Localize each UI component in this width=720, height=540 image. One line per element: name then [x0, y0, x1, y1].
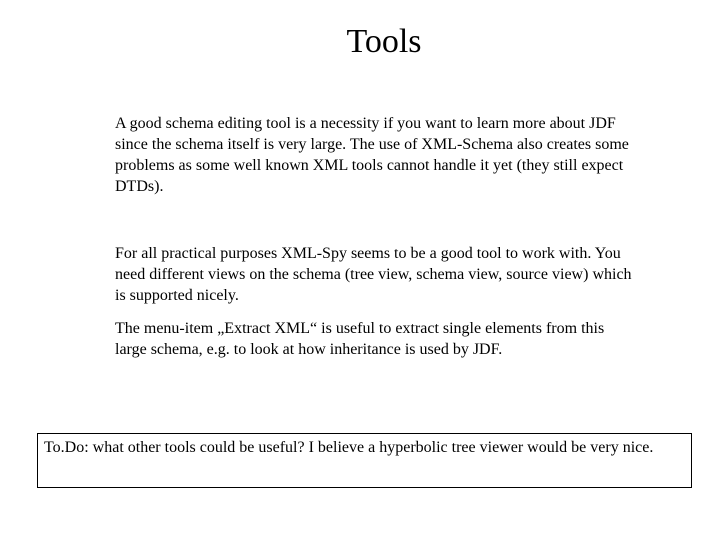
paragraph-schema-editing-tool: A good schema editing tool is a necessity if you want to learn more about JDF since the schema itself is very large. The use of XML-Schema also creates some problems as some well known XML tools cannot handle it yet (they still expect DTDs).: [115, 115, 629, 195]
paragraph-xml-spy: For all practical purposes XML-Spy seems to be a good tool to work with. You need different views on the schema (tree view, schema view, source view) which is supported nicely.: [115, 245, 632, 304]
slide-title: Tools: [346, 23, 422, 60]
todo-note-box: To.Do: what other tools could be useful? I believe a hyperbolic tree viewer would be very nice.: [37, 433, 692, 488]
paragraph-extract-xml: The menu-item „Extract XML“ is useful to extract single elements from this large schema, e.g. to look at how inheritance is used by JDF.: [115, 320, 605, 358]
